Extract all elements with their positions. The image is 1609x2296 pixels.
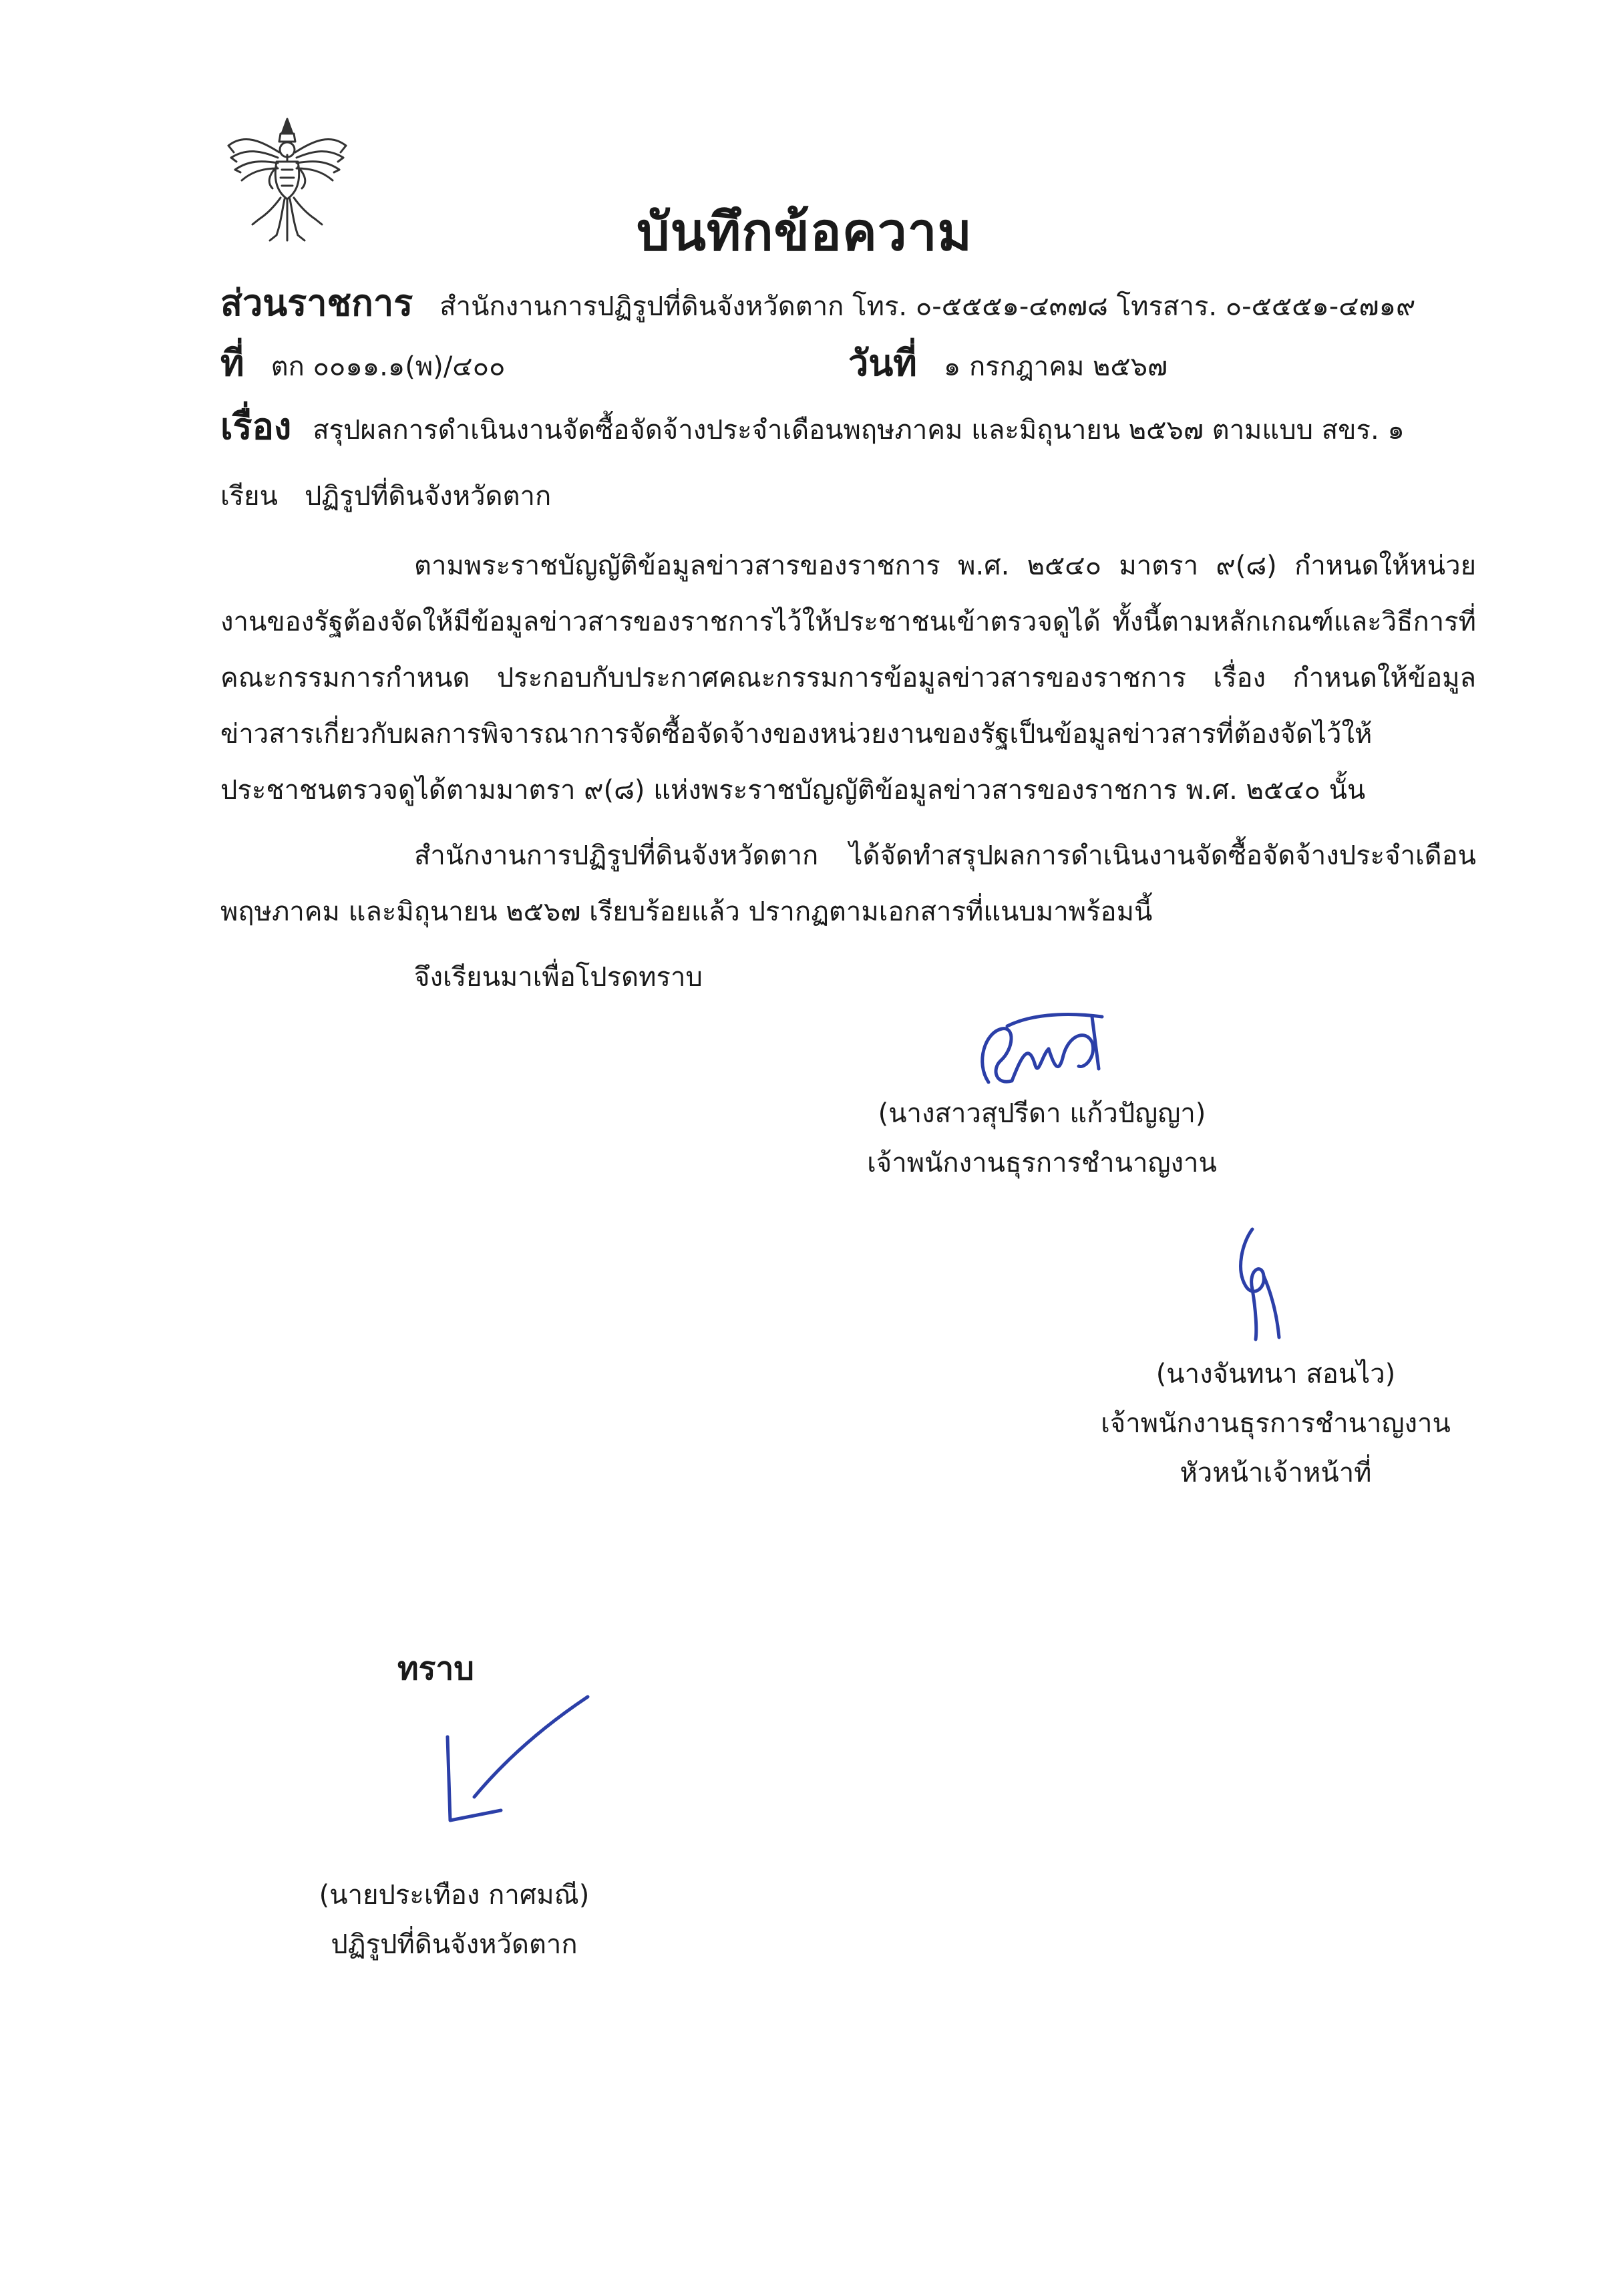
body-closing: จึงเรียนมาเพื่อโปรดทราบ [414,962,703,993]
salutation-value: ปฏิรูปที่ดินจังหวัดตาก [304,481,552,512]
signature-3-block [200,1870,708,1969]
salutation-label: เรียน [220,481,278,512]
date-value: ๑ กรกฎาคม ๒๕๖๗ [943,351,1168,382]
signature-2-role: หัวหน้าเจ้าหน้าที่ [1180,1458,1372,1488]
agency-label: ส่วนราชการ [220,282,413,324]
reference-row [220,334,505,391]
reference-value: ตก ๐๐๑๑.๑(พ)/๔๐๐ [271,351,506,382]
signature-2-mark [1216,1222,1296,1343]
signature-1-block [788,1089,1296,1188]
date-label: วันที่ [848,342,917,384]
salutation-row [220,474,551,517]
memo-body [220,538,1476,1005]
signature-1-mark [948,1002,1135,1102]
acknowledge-label: ทราบ [397,1650,474,1687]
agency-value: สำนักงานการปฏิรูปที่ดินจังหวัดตาก โทร. ๐-๕๕๕๑-๔๓๗๘ โทรสาร. ๐-๕๕๕๑-๔๗๑๙ [439,291,1416,322]
subject-label: เรื่อง [220,405,292,448]
signature-3-name: (นายประเทือง กาศมณี) [319,1880,590,1911]
signature-2-name: (นางจันทนา สอนไว) [1155,1359,1396,1389]
body-paragraph-2: สำนักงานการปฏิรูปที่ดินจังหวัดตาก ได้จัดทำสรุปผลการดำเนินงานจัดซื้อจัดจ้างประจำเดือนพฤษภาคม และมิถุนายน ๒๕๖๗ เรียบร้อยแล้ว ปรากฏตามเอกสารที่แนบมาพร้อมนี้ [220,840,1476,927]
signature-1-name: (นางสาวสุปรีดา แก้วปัญญา) [878,1098,1206,1129]
signature-1-position: เจ้าพนักงานธุรการชำนาญงาน [867,1148,1217,1178]
date-row [848,334,1168,391]
signature-3-position: ปฏิรูปที่ดินจังหวัดตาก [331,1929,578,1960]
subject-row [220,397,1405,455]
signature-3-mark [427,1683,601,1830]
agency-row [220,274,1415,331]
signature-2-position: เจ้าพนักงานธุรการชำนาญงาน [1101,1408,1451,1439]
subject-value: สรุปผลการดำเนินงานจัดซื้อจัดจ้างประจำเดือนพฤษภาคม และมิถุนายน ๒๕๖๗ ตามแบบ สขร. ๑ [313,415,1405,446]
reference-label: ที่ [220,342,244,384]
signature-2-block [1022,1349,1530,1498]
memo-title: บันทึกข้อความ [637,202,972,263]
body-paragraph-1: ตามพระราชบัญญัติข้อมูลข่าวสารของราชการ พ.ศ. ๒๕๔๐ มาตรา ๙(๘) กำหนดให้หน่วยงานของรัฐต้องจัดให้มีข้อมูลข่าวสารของราชการไว้ให้ประชาชนเข้าตรวจดูได้ ทั้งนี้ตามหลักเกณฑ์และวิธีการที่คณะกรรมการกำหนด ประกอบกับประกาศคณะกรรมการข้อมูลข่าวสารของราชการ เรื่อง กำหนดให้ข้อมูลข่าวสารเกี่ยวกับผลการพิจารณาการจัดซื้อจัดจ้างของหน่วยงานของรัฐเป็นข้อมูลข่าวสารที่ต้องจัดไว้ให้ประชาชนตรวจดูได้ตามมาตรา ๙(๘) แห่งพระราชบัญญัติข้อมูลข่าวสารของราชการ พ.ศ. ๒๕๔๐ นั้น [220,550,1476,806]
